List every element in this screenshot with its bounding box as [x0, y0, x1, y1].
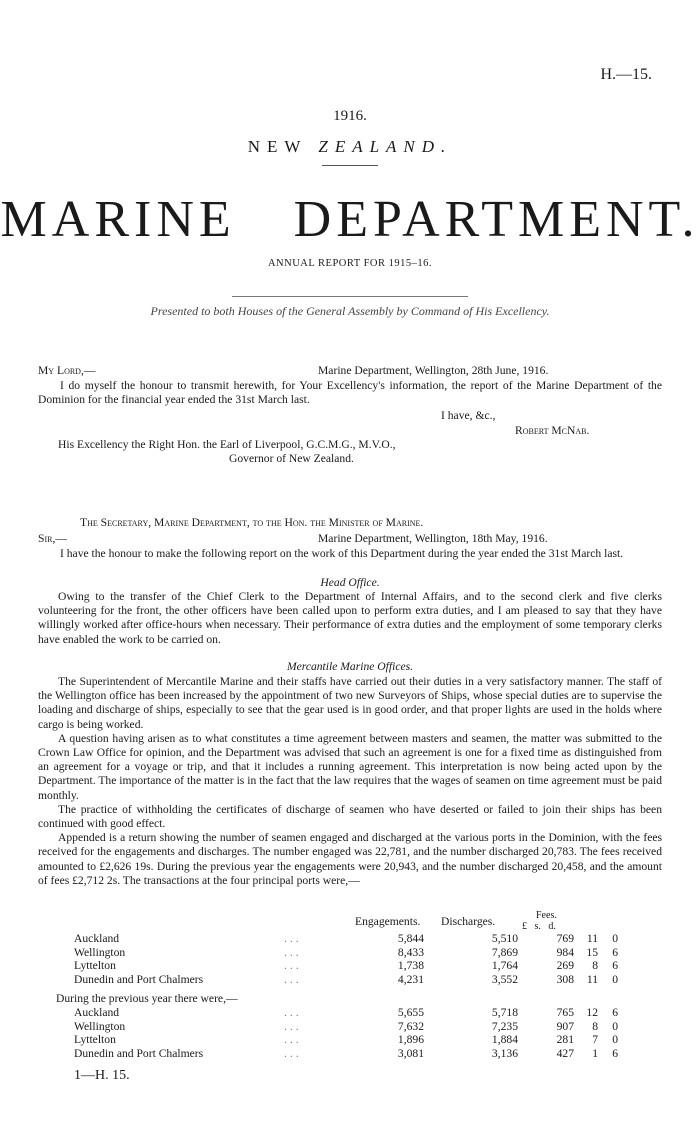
footer-page-ref: 1—H. 15. [74, 1068, 130, 1083]
engagements-cell: 5,655 [397, 1006, 424, 1019]
engagements-cell: 1,738 [397, 959, 424, 973]
presented-line: Presented to both Houses of the General Assembly by Command of His Excellency. [150, 304, 550, 318]
pence-cell: 0 [612, 1019, 618, 1033]
divider-long [232, 296, 468, 297]
shillings-cell: 8 [592, 959, 598, 973]
engagements-cell: 7,632 [397, 1019, 424, 1033]
cover-closing: I have, &c., [441, 409, 496, 422]
fee-unit-shillings: s. [534, 921, 541, 932]
discharges-cell: 3,552 [491, 972, 518, 986]
discharges-cell: 1,884 [491, 1033, 518, 1047]
leader-dots: ... [284, 945, 302, 959]
cover-place-date: Marine Department, Wellington, 28th June, 1916. [318, 364, 549, 377]
leader-dots: ... [284, 932, 302, 945]
pence-cell: 0 [612, 932, 618, 945]
col-engagements: Engagements. [355, 915, 421, 928]
table-row [74, 1047, 618, 1061]
engagements-cell: 5,844 [397, 932, 424, 945]
discharges-cell: 5,718 [491, 1006, 518, 1019]
pence-cell: 0 [612, 972, 618, 986]
mercantile-para-1: The Superintendent of Mercantile Marine and their staffs have carried out their duties in a very satisfactory manner. The staff of the Wellington office has been increased by the appointment of two new Surveyors of Ships, whose special duties are to supervise the loading and discharge of ships, especially to see that the gear used is in good order, and that proper lights are used in the holds where cargo is being worked. [38, 675, 662, 731]
table-row [74, 1020, 618, 1034]
port-cell: Auckland [74, 1006, 120, 1019]
port-cell: Wellington [74, 945, 126, 959]
country-heading [0, 137, 700, 157]
shillings-cell: 11 [586, 932, 598, 945]
paper-code: H.—15. [600, 66, 652, 83]
discharges-cell: 7,869 [491, 945, 518, 959]
shillings-cell: 12 [586, 1006, 598, 1019]
cover-addressee-1: His Excellency the Right Hon. the Earl of Liverpool, G.C.M.G., M.V.O., [58, 438, 396, 451]
engagements-cell: 4,231 [397, 972, 424, 986]
shillings-cell: 7 [592, 1033, 598, 1047]
shillings-cell: 11 [586, 972, 598, 986]
pence-cell: 0 [612, 1033, 618, 1047]
section-head-office: Head Office. [320, 576, 380, 589]
pounds-cell: 427 [556, 1046, 574, 1060]
leader-dots: ... [284, 959, 302, 973]
engagements-cell: 1,896 [397, 1033, 424, 1047]
cover-salutation: My Lord,— [38, 364, 96, 377]
table-current-year [74, 932, 618, 986]
pounds-cell: 765 [556, 1006, 574, 1019]
mercantile-para-4: Appended is a return showing the number of seamen engaged and discharged at the various ports in the Dominion, with the fees received for the engagements and discharges. The number engaged was 22,781, and the number discharged 20,783. The fees received amounted to £2,626 19s. During the previous year the engagements were 20,943, and the number discharged 20,458, and the amount of fees £2,712 2s. The transactions at the four principal ports were,— [38, 831, 662, 887]
pounds-cell: 984 [556, 945, 574, 959]
title-word1: MARINE [0, 191, 236, 248]
table-row [74, 946, 618, 960]
divider-short [322, 165, 378, 166]
pounds-cell: 308 [556, 972, 574, 986]
pounds-cell: 269 [556, 959, 574, 973]
country-part1: NEW [247, 137, 308, 156]
report-subtitle: ANNUAL REPORT FOR 1915–16. [267, 258, 433, 269]
title-word2: DEPARTMENT. [293, 191, 700, 248]
pence-cell: 6 [612, 945, 618, 959]
table-row [74, 1033, 618, 1047]
table-row [74, 932, 618, 946]
pence-cell: 6 [612, 959, 618, 973]
leader-dots: ... [284, 1006, 302, 1019]
engagements-cell: 3,081 [397, 1046, 424, 1060]
report-intro: I have the honour to make the following report on the work of this Department during the year ended the 31st March last. [60, 547, 624, 560]
head-office-text: Owing to the transfer of the Chief Clerk to the Department of Internal Affairs, and to the second clerk and five clerks volunteering for the front, the other officers have been called upon to perform extra duties, and I am pleased to say that they have willingly worked after office-hours when necessary. Their performance of extra duties and the employment of some temporary clerks have enabled the work to be carried on. [38, 590, 662, 646]
port-cell: Wellington [74, 1019, 126, 1033]
pounds-cell: 281 [556, 1033, 574, 1047]
page-title [0, 190, 700, 249]
pounds-cell: 769 [556, 932, 574, 945]
port-cell: Lyttelton [74, 1033, 116, 1047]
section-mercantile: Mercantile Marine Offices. [286, 660, 414, 673]
mercantile-text [38, 675, 662, 888]
cover-body: I do myself the honour to transmit herewith, for Your Excellency's information, the report of the Marine Department of the Dominion for the financial year ended the 31st March last. [38, 379, 662, 407]
pounds-cell: 907 [556, 1019, 574, 1033]
mercantile-para-2: A question having arisen as to what constitutes a time agreement between masters and seamen, the matter was submitted to the Crown Law Office for opinion, and the Department was advised that such an agreement is one for a fixed time as distinguished from an agreement for a voyage or trip, and that it includes a running agreement. This interpretation is now being acted upon by the Department. The importance of the matter is in the fact that the law requires that the wages of seamen on time agreement must be paid monthly. [38, 731, 662, 802]
previous-year-label: During the previous year there were,— [56, 992, 238, 1005]
table-previous-year [74, 1006, 618, 1060]
leader-dots: ... [284, 1019, 302, 1033]
port-cell: Auckland [74, 932, 120, 945]
leader-dots: ... [284, 1033, 302, 1047]
leader-dots: ... [284, 1046, 302, 1060]
shillings-cell: 15 [586, 945, 598, 959]
engagements-cell: 8,433 [397, 945, 424, 959]
cover-addressee-2: Governor of New Zealand. [229, 452, 354, 465]
discharges-cell: 1,764 [491, 959, 518, 973]
table-row [74, 973, 618, 987]
cover-signature: Robert McNab. [515, 424, 590, 437]
leader-dots: ... [284, 972, 302, 986]
fee-unit-pounds: £ [522, 921, 527, 932]
report-year: 1916. [333, 108, 367, 124]
col-discharges: Discharges. [441, 915, 496, 928]
report-heading: The Secretary, Marine Department, to the Hon. the Minister of Marine. [80, 516, 424, 529]
report-place-date: Marine Department, Wellington, 18th May, 1916. [318, 532, 548, 545]
discharges-cell: 7,235 [491, 1019, 518, 1033]
fee-unit-pence: d. [548, 921, 556, 932]
discharges-cell: 5,510 [491, 932, 518, 945]
port-cell: Dunedin and Port Chalmers [74, 972, 204, 986]
report-salutation: Sir,— [38, 532, 67, 545]
pence-cell: 6 [612, 1006, 618, 1019]
col-fees: Fees. [536, 910, 557, 921]
fee-units [522, 921, 586, 932]
table-row [74, 1006, 618, 1020]
port-cell: Dunedin and Port Chalmers [74, 1046, 204, 1060]
shillings-cell: 8 [592, 1019, 598, 1033]
mercantile-para-3: The practice of withholding the certificates of discharge of seamen who have deserted or failed to join their ships has been continued with good effect. [38, 802, 662, 831]
shillings-cell: 1 [592, 1046, 598, 1060]
port-cell: Lyttelton [74, 959, 116, 973]
discharges-cell: 3,136 [491, 1046, 518, 1060]
pence-cell: 6 [612, 1046, 618, 1060]
table-row [74, 959, 618, 973]
country-part2: ZEALAND. [318, 137, 453, 156]
